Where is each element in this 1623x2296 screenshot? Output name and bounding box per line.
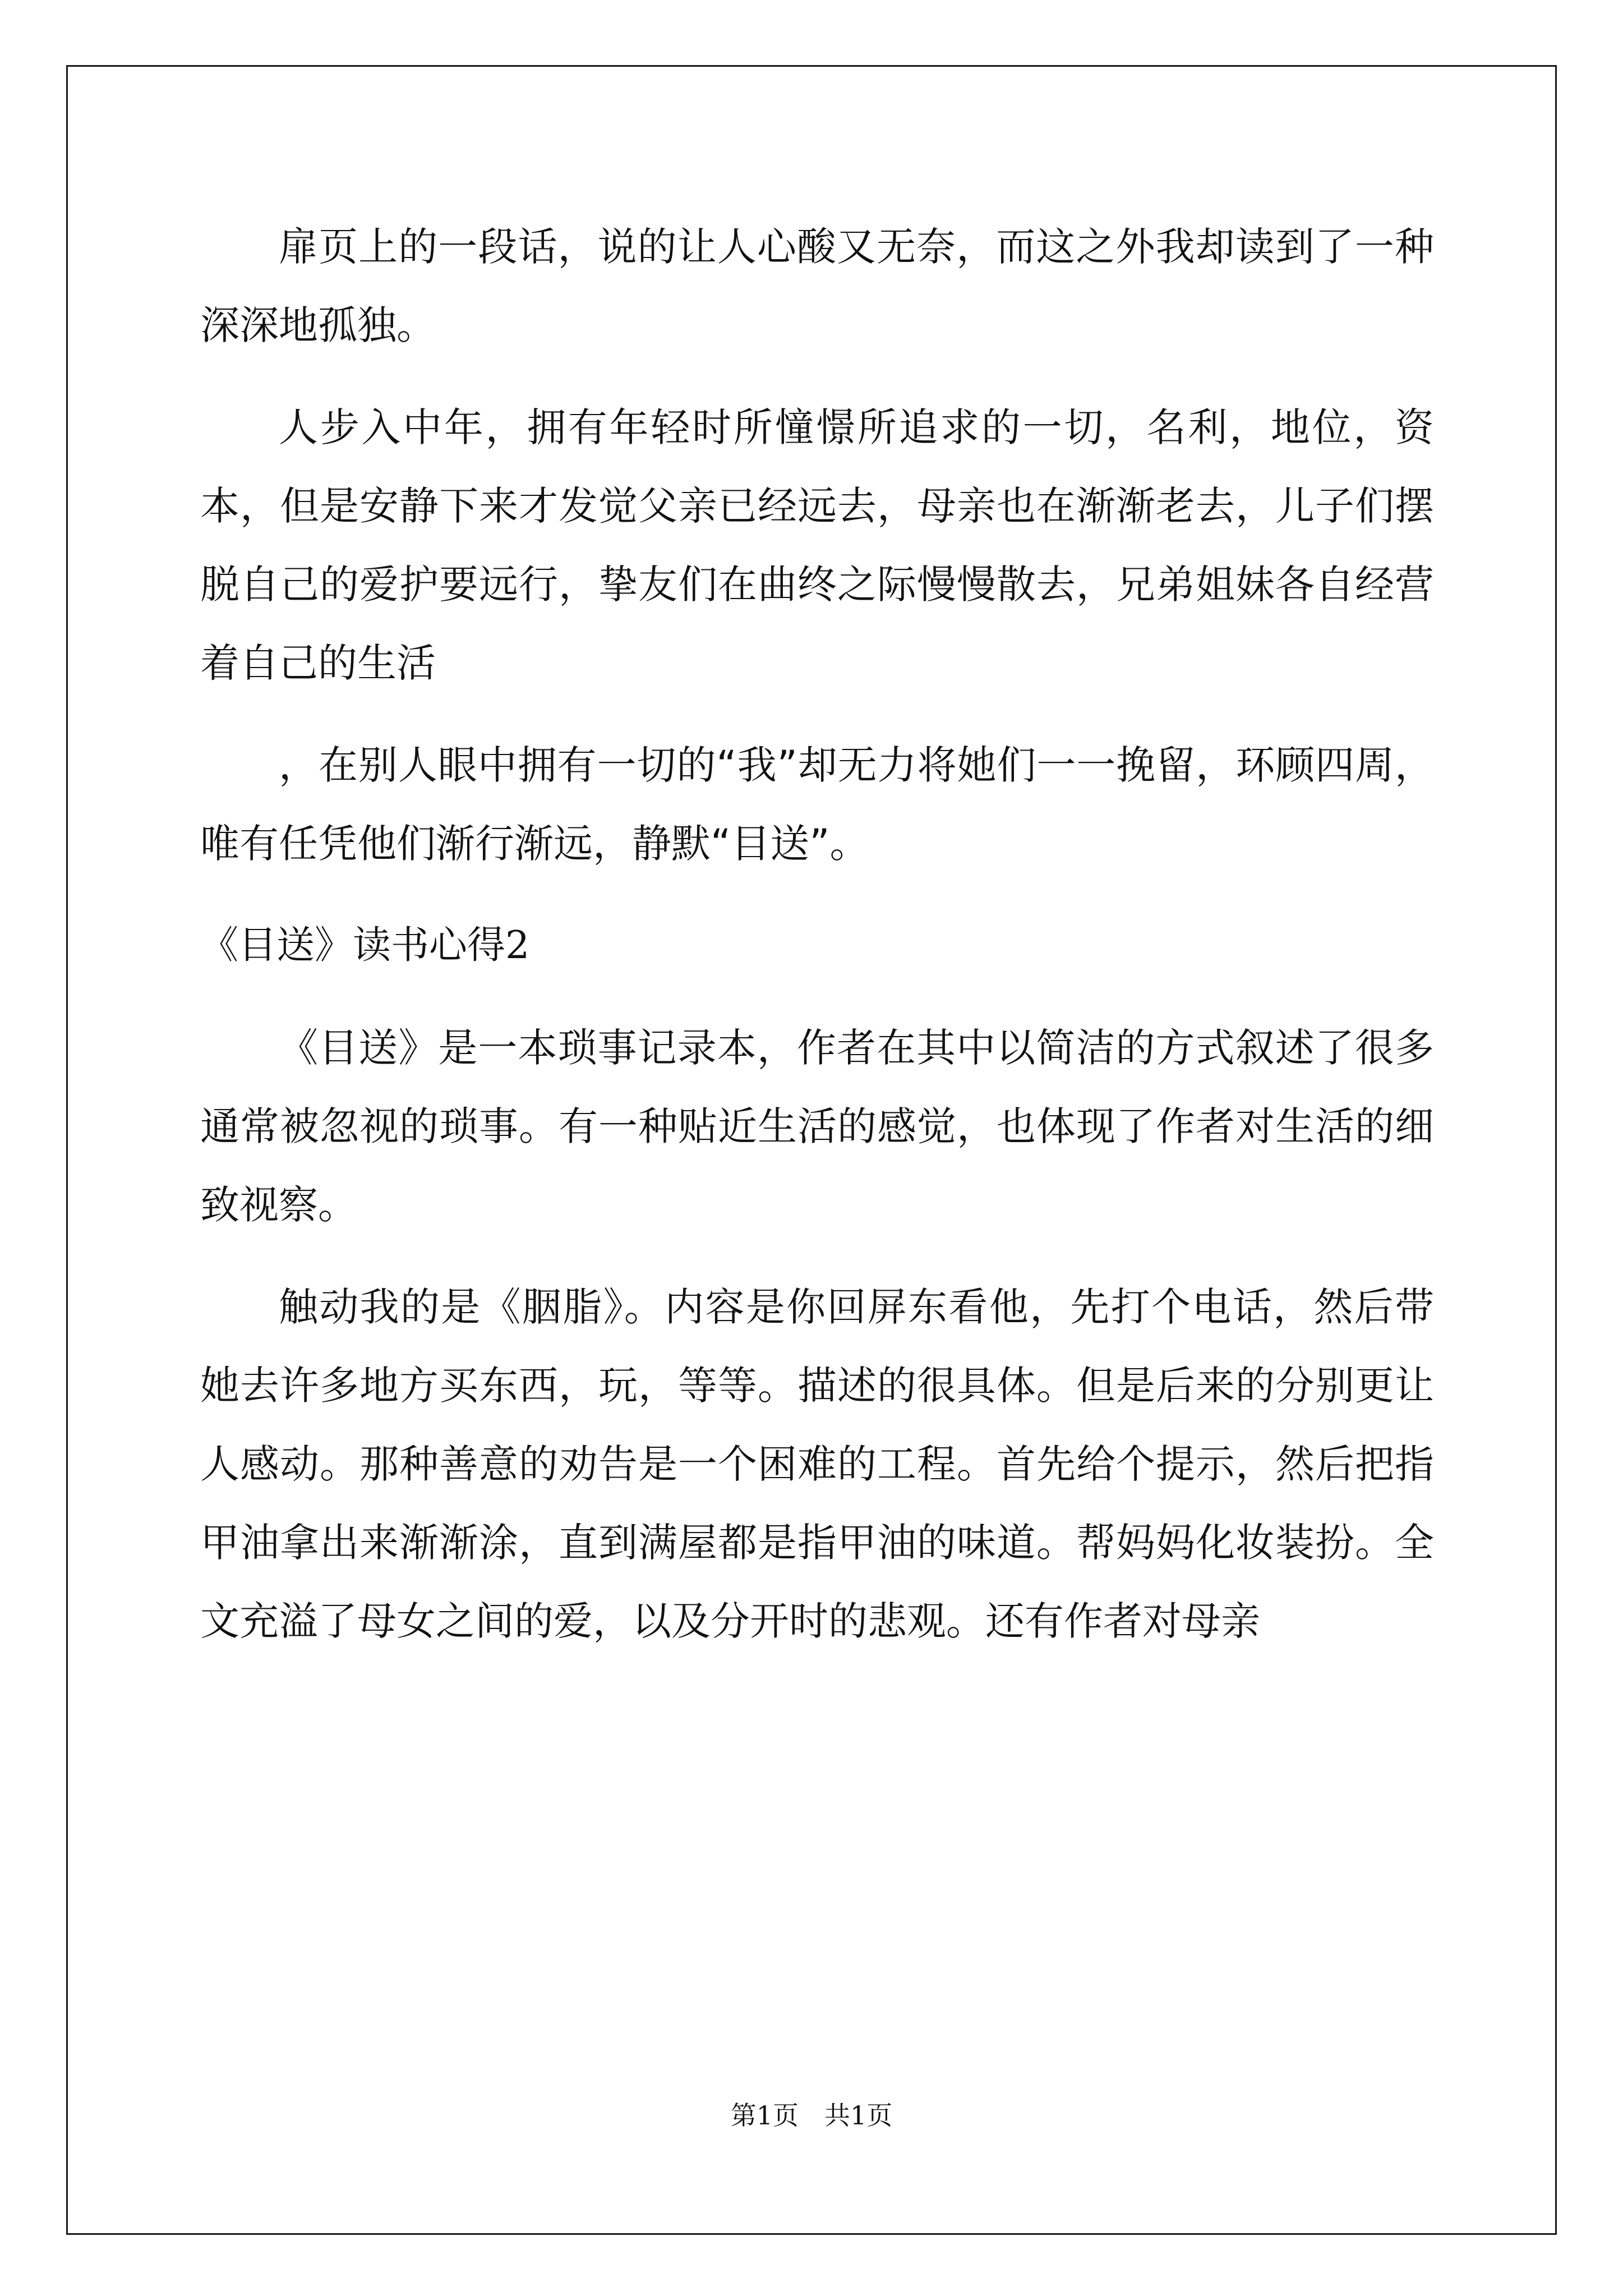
page-number-footer: 第1页 共1页 [730,2100,893,2131]
document-body [200,208,1434,1684]
paragraph-3: ，在别人眼中拥有一切的“我”却无力将她们一一挽留，环顾四周，唯有任凭他们渐行渐远，静默“目送”。 [200,742,1434,867]
paragraph-1: 扉页上的一段话，说的让人心酸又无奈，而这之外我却读到了一种深深地孤独。 [200,224,1434,348]
paragraph-4: 《目送》是一本琐事记录本，作者在其中以简洁的方式叙述了很多通常被忽视的琐事。有一种贴近生活的感觉，也体现了作者对生活的细致视察。 [200,1025,1434,1228]
paragraph-2: 人步入中年，拥有年轻时所憧憬所追求的一切，名利，地位，资本，但是安静下来才发觉父亲已经远去，母亲也在渐渐老去，儿子们摆脱自己的爱护要远行，挚友们在曲终之际慢慢散去，兄弟姐妹各自经营着自己的生活 [200,404,1434,686]
section-heading: 《目送》读书心得2 [200,923,530,968]
paragraph-5: 触动我的是《胭脂》。内容是你回屏东看他，先打个电话，然后带她去许多地方买东西，玩，等等。描述的很具体。但是后来的分别更让人感动。那种善意的劝告是一个困难的工程。首先给个提示，然后把指甲油拿出来渐渐涂，直到满屋都是指甲油的味道。帮妈妈化妆装扮。全文充溢了母女之间的爱，以及分开时的悲观。还有作者对母亲 [200,1284,1434,1644]
